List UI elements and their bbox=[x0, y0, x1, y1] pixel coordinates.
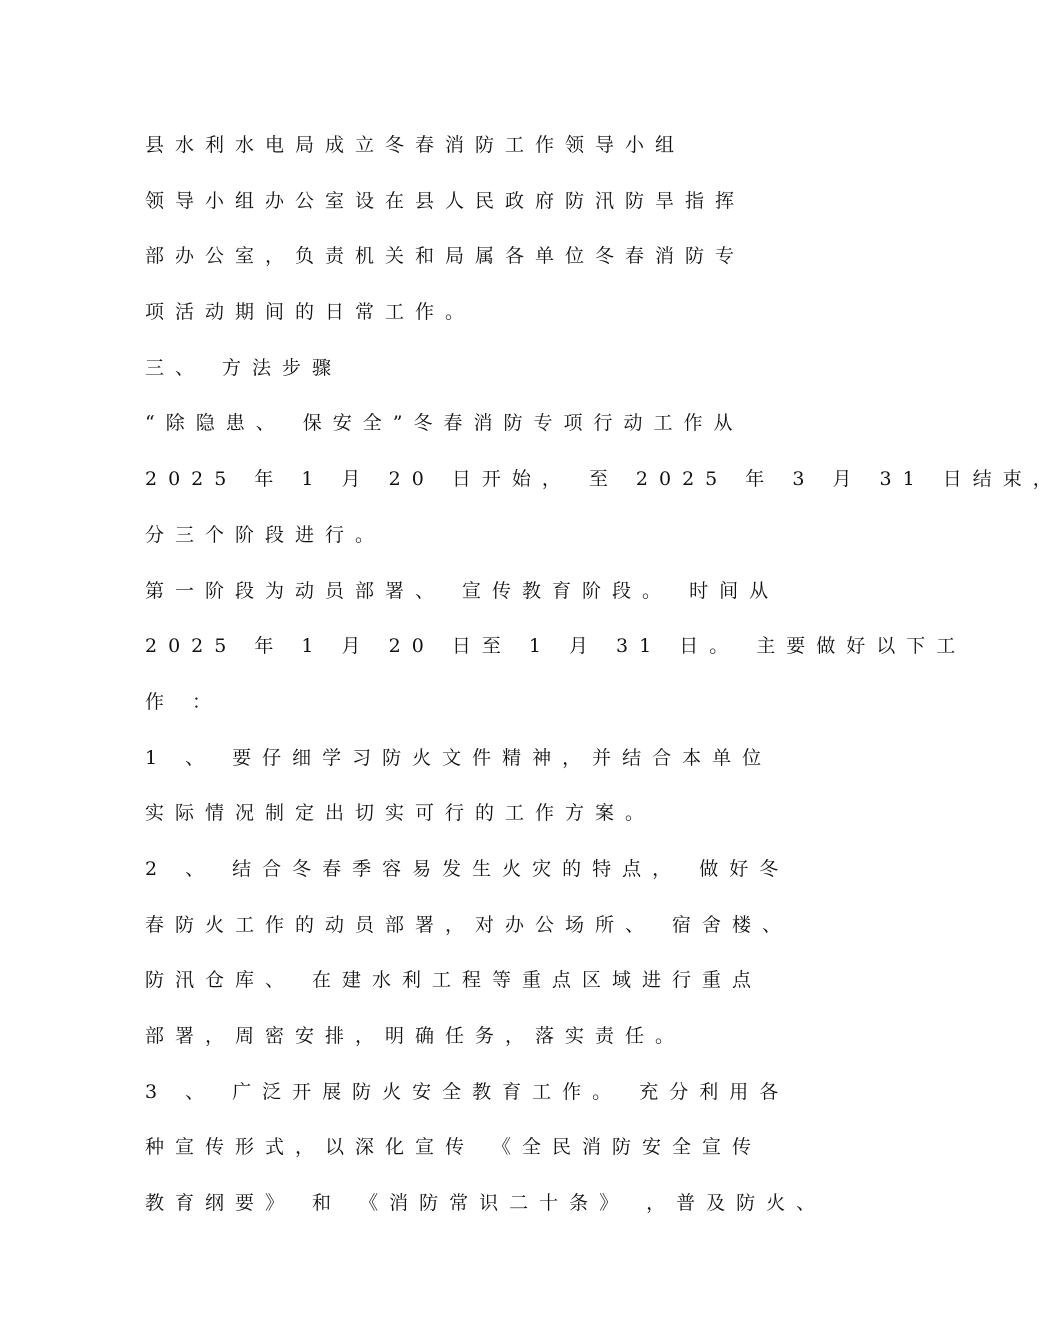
text-line-8: 分三个阶段进行。 bbox=[145, 523, 386, 546]
list-item-1: 1 、 要仔细学习防火文件精神，并结合本单位 bbox=[145, 746, 773, 769]
text-line-19: 种宣传形式，以深化宣传 《全民消防安全宣传 bbox=[145, 1136, 763, 1159]
text-line-11: 作 ： bbox=[145, 690, 223, 713]
list-item-2: 2 、 结合冬春季容易发生火灾的特点， 做好冬 bbox=[145, 857, 790, 880]
text-line-6: “除隐患、 保安全”冬春消防专项行动工作从 bbox=[145, 412, 744, 435]
text-line-9: 第一阶段为动员部署、 宣传教育阶段。 时间从 bbox=[145, 579, 780, 602]
text-line-13: 实际情况制定出切实可行的工作方案。 bbox=[145, 802, 656, 825]
text-line-16: 防汛仓库、 在建水利工程等重点区域进行重点 bbox=[145, 969, 763, 992]
text-line-1: 县水利水电局成立冬春消防工作领导小组 bbox=[145, 134, 686, 156]
text-line-10: 2025 年 1 月 20 日至 1 月 31 日。 主要做好以下工 bbox=[145, 635, 967, 658]
text-line-7: 2025 年 1 月 20 日开始， 至 2025 年 3 月 31 日结束， bbox=[145, 468, 1063, 491]
text-line-2: 领导小组办公室设在县人民政府防汛防旱指挥 bbox=[145, 189, 746, 212]
text-line-15: 春防火工作的动员部署，对办公场所、 宿舍楼、 bbox=[145, 913, 793, 936]
section-heading: 三、 方法步骤 bbox=[145, 356, 343, 379]
list-item-3: 3 、 广泛开展防火安全教育工作。 充分利用各 bbox=[145, 1080, 790, 1103]
text-line-20: 教育纲要》 和 《消防常识二十条》 ，普及防火、 bbox=[145, 1192, 827, 1215]
body-text bbox=[145, 127, 1063, 1241]
text-line-4: 项活动期间的日常工作。 bbox=[145, 301, 476, 324]
text-line-17: 部署，周密安排，明确任务，落实责任。 bbox=[145, 1025, 686, 1047]
text-line-3: 部办公室，负责机关和局属各单位冬春消防专 bbox=[145, 245, 746, 268]
